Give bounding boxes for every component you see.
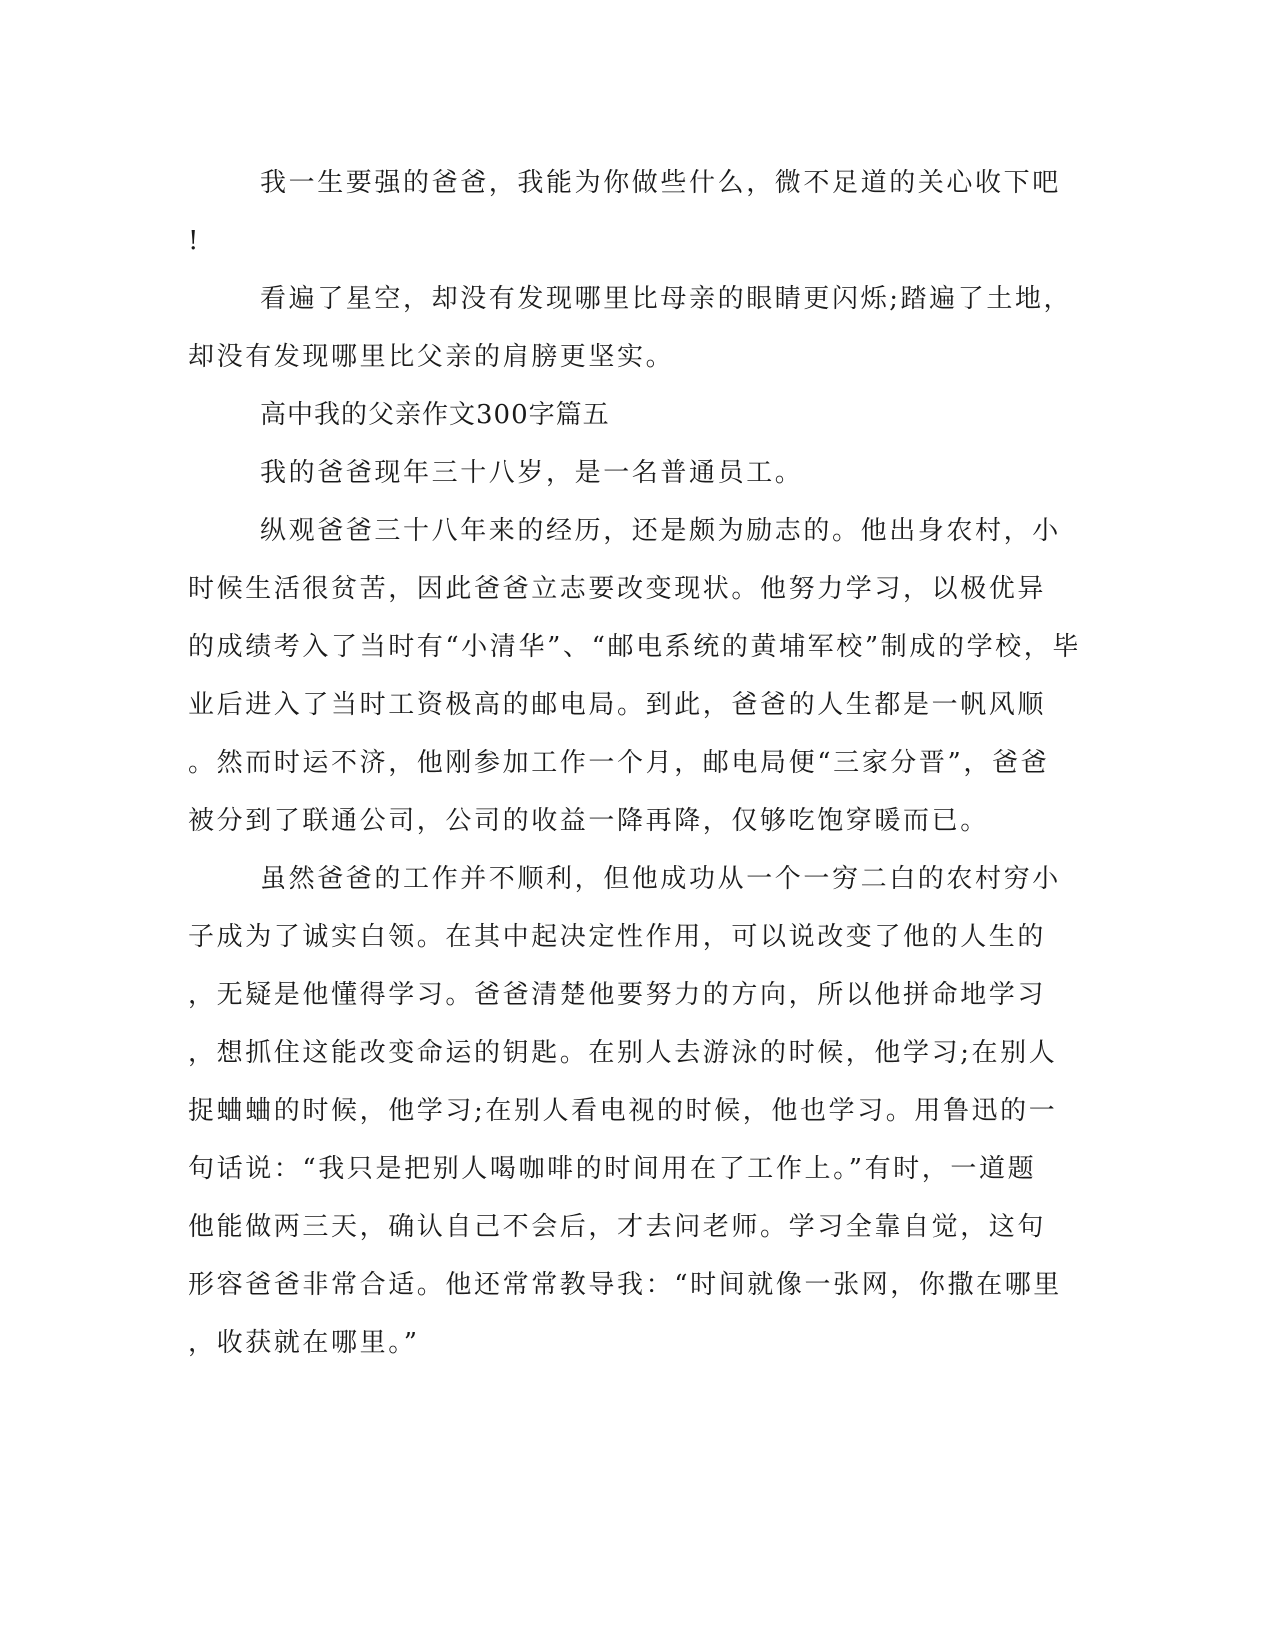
paragraph-line: 的成绩考入了当时有“小清华”、“邮电系统的黄埔军校”制成的学校，毕 — [188, 632, 1081, 662]
section-heading: 高中我的父亲作文300字篇五 — [260, 400, 610, 430]
paragraph-line: ，收获就在哪里。” — [188, 1328, 420, 1358]
paragraph-line: 被分到了联通公司，公司的收益一降再降，仅够吃饱穿暖而已。 — [188, 806, 989, 836]
paragraph-line: 看遍了星空，却没有发现哪里比母亲的眼睛更闪烁;踏遍了土地， — [260, 284, 1073, 314]
paragraph-line: ! — [188, 226, 202, 256]
paragraph-line: 我一生要强的爸爸，我能为你做些什么，微不足道的关心收下吧 — [260, 168, 1061, 198]
paragraph-line: ，想抓住这能改变命运的钥匙。在别人去游泳的时候，他学习;在别人 — [188, 1038, 1058, 1068]
paragraph-line: 我的爸爸现年三十八岁，是一名普通员工。 — [260, 458, 804, 488]
paragraph-line: 纵观爸爸三十八年来的经历，还是颇为励志的。他出身农村，小 — [260, 516, 1061, 546]
paragraph-line: 捉蛐蛐的时候，他学习;在别人看电视的时候，他也学习。用鲁迅的一 — [188, 1096, 1058, 1126]
paragraph-line: 句话说：“我只是把别人喝咖啡的时间用在了工作上。”有时，一道题 — [188, 1154, 1037, 1184]
paragraph-line: 。然而时运不济，他刚参加工作一个月，邮电局便“三家分晋”，爸爸 — [188, 748, 1050, 778]
paragraph-line: ，无疑是他懂得学习。爸爸清楚他要努力的方向，所以他拼命地学习 — [188, 980, 1047, 1010]
paragraph-line: 形容爸爸非常合适。他还常常教导我：“时间就像一张网，你撒在哪里 — [188, 1270, 1062, 1300]
paragraph-line: 却没有发现哪里比父亲的肩膀更坚实。 — [188, 342, 675, 372]
paragraph-line: 子成为了诚实白领。在其中起决定性作用，可以说改变了他的人生的 — [188, 922, 1047, 952]
paragraph-line: 虽然爸爸的工作并不顺利，但他成功从一个一穷二白的农村穷小 — [260, 864, 1061, 894]
paragraph-line: 时候生活很贫苦，因此爸爸立志要改变现状。他努力学习，以极优异 — [188, 574, 1047, 604]
paragraph-line: 他能做两三天，确认自己不会后，才去问老师。学习全靠自觉，这句 — [188, 1212, 1047, 1242]
paragraph-line: 业后进入了当时工资极高的邮电局。到此，爸爸的人生都是一帆风顺 — [188, 690, 1047, 720]
